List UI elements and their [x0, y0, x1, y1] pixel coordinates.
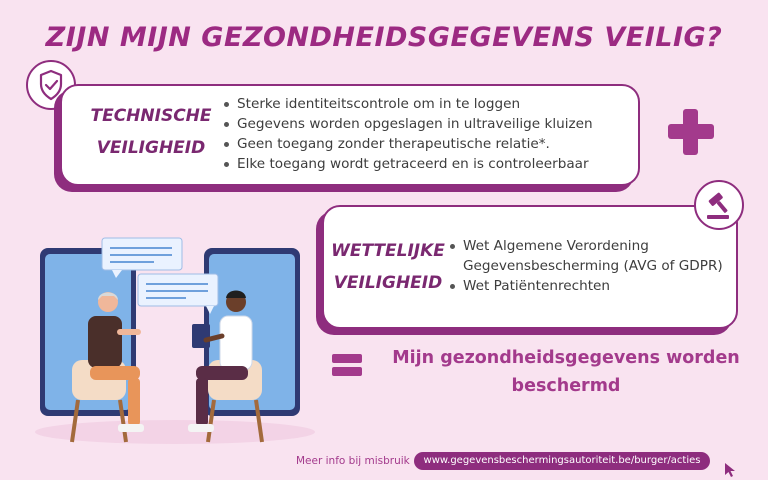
result-statement: Mijn gezondheidsgegevens worden beschermd: [392, 348, 740, 396]
doctor-patient-illustration: [30, 232, 320, 447]
list-item: Wet Patiëntenrechten: [450, 276, 734, 296]
gavel-icon: [694, 180, 744, 230]
list-item: Gegevens worden opgeslagen in ultraveilige kluizen: [224, 114, 634, 134]
list-item: Wet Algemene Verordening Gegevensbescherming (AVG of GDPR): [450, 236, 734, 276]
technical-security-list: [224, 94, 634, 174]
cursor-icon: [724, 462, 738, 478]
page-title: ZIJN MIJN GEZONDHEIDSGEGEVENS VEILIG?: [45, 22, 723, 53]
footer-link[interactable]: www.gegevensbeschermingsautoriteit.be/burger/acties: [414, 452, 710, 470]
legal-security-heading: WETTELIJKE VEILIGHEID: [331, 241, 445, 293]
footer-label: Meer info bij misbruik: [296, 455, 410, 467]
equals-icon: [332, 352, 362, 378]
plus-icon: [668, 109, 714, 155]
list-item: Sterke identiteitscontrole om in te loggen: [224, 94, 634, 114]
legal-security-list: [450, 236, 734, 296]
list-item: Geen toegang zonder therapeutische relatie*.: [224, 134, 634, 154]
technical-security-card: [60, 84, 640, 186]
list-item: Elke toegang wordt getraceerd en is controleerbaar: [224, 154, 634, 174]
technical-security-heading: TECHNISCHE VEILIGHEID: [90, 106, 212, 158]
legal-security-card: [322, 205, 738, 329]
